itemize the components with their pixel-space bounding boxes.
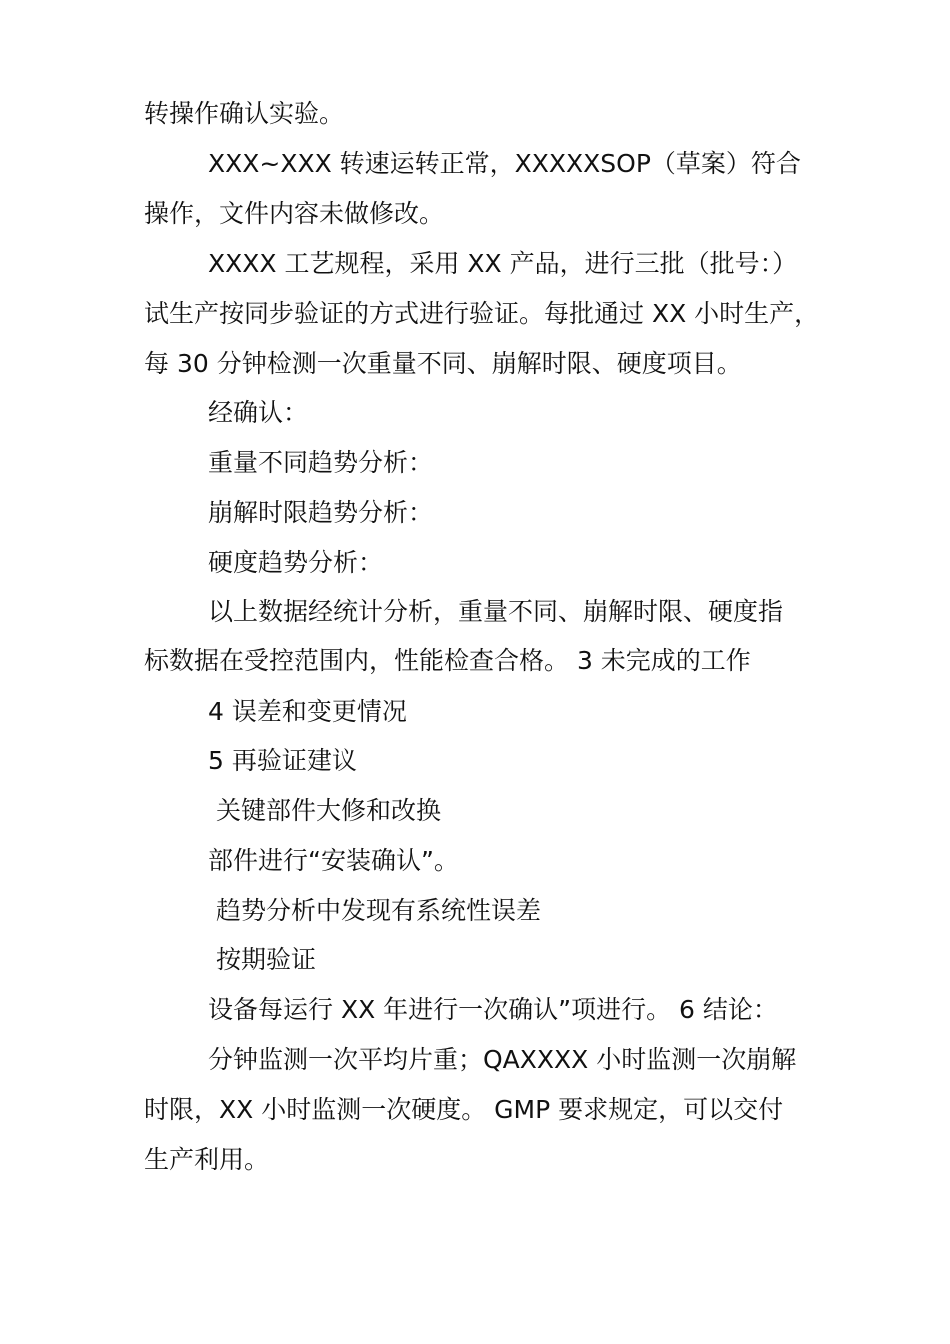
text-line: 转操作确认实验。 bbox=[144, 99, 345, 128]
text-line: 部件进行“安装确认”。 bbox=[208, 846, 459, 875]
text-line: 关键部件大修和改换 bbox=[208, 796, 441, 825]
text-line: 按期验证 bbox=[208, 945, 316, 974]
text-line: 试生产按同步验证的方式进行验证。每批通过 XX 小时生产， bbox=[144, 299, 820, 328]
text-line: 4 误差和变更情况 bbox=[208, 697, 407, 726]
text-line: 硬度趋势分析： bbox=[208, 548, 384, 577]
text-line: XXX~XXX 转速运转正常，XXXXXSOP（草案）符合 bbox=[208, 149, 801, 178]
text-line: 趋势分析中发现有系统性误差 bbox=[208, 896, 541, 925]
text-line: 5 再验证建议 bbox=[208, 746, 357, 775]
text-line: 标数据在受控范围内，性能检查合格。 3 未完成的工作 bbox=[144, 646, 751, 675]
text-line: 操作，文件内容未做修改。 bbox=[144, 199, 445, 228]
text-line: XXXX 工艺规程，采用 XX 产品，进行三批（批号：） bbox=[208, 249, 798, 278]
text-line: 时限，XX 小时监测一次硬度。 GMP 要求规定，可以交付 bbox=[144, 1095, 784, 1124]
text-line: 设备每运行 XX 年进行一次确认”项进行。 6 结论： bbox=[208, 995, 778, 1024]
text-line: 经确认： bbox=[208, 398, 309, 427]
text-line: 每 30 分钟检测一次重量不同、崩解时限、硬度项目。 bbox=[144, 349, 742, 378]
text-line: 生产利用。 bbox=[144, 1145, 270, 1174]
text-line: 崩解时限趋势分析： bbox=[208, 498, 434, 527]
text-line: 分钟监测一次平均片重；QAXXXX 小时监测一次崩解 bbox=[208, 1045, 797, 1074]
text-line: 重量不同趋势分析： bbox=[208, 448, 434, 477]
text-line: 以上数据经统计分析，重量不同、崩解时限、硬度指 bbox=[208, 597, 784, 626]
